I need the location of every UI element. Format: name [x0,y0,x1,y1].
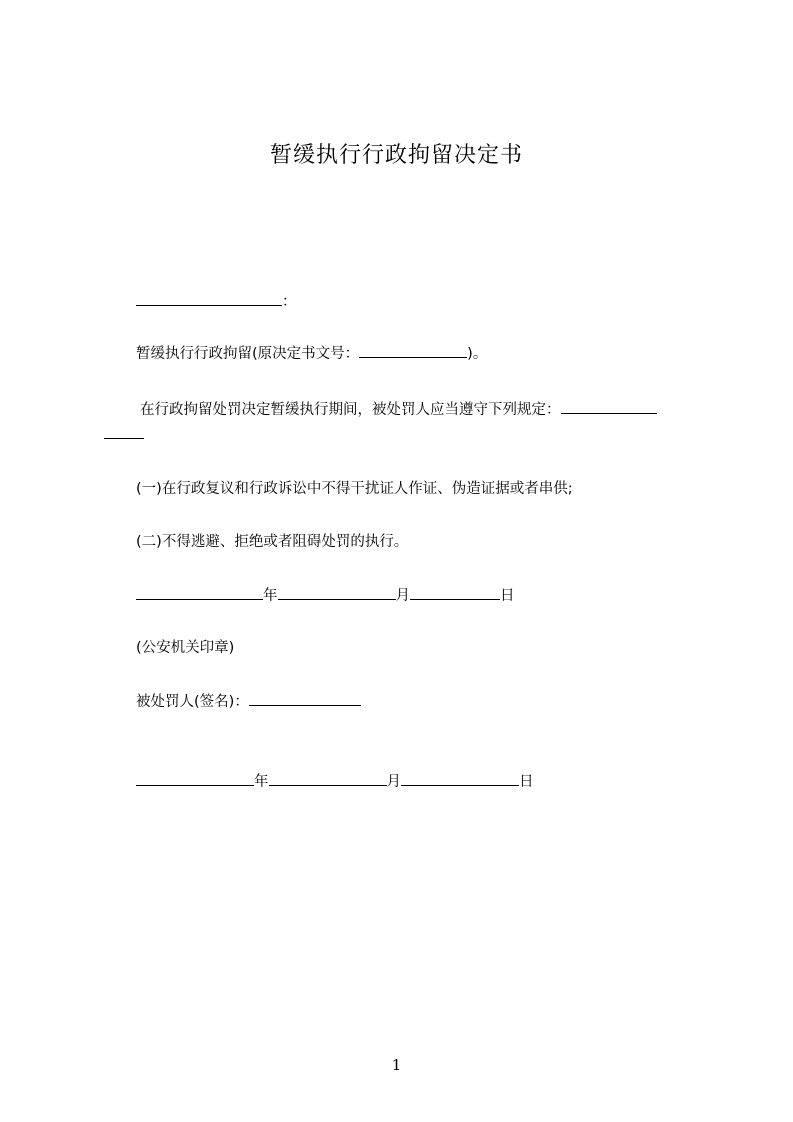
decision-month-blank[interactable] [278,584,396,600]
decision-day-label: 日 [500,588,515,604]
seal-note: (公安机关印章) [136,640,235,656]
page-number: 1 [391,1056,402,1074]
rules-intro-continuation [104,423,144,445]
rules-blank-1[interactable] [561,398,657,414]
decision-month-label: 月 [395,588,410,604]
recipient-line [136,290,297,312]
decision-number-blank[interactable] [359,342,467,358]
rule-2-line: (二)不得逃避、拒绝或者阻碍处罚的执行。 [136,534,409,550]
signature-year-label: 年 [254,774,269,790]
page-title: 暂缓执行行政拘留决定书 [269,143,523,168]
deferral-intro-prefix: 暂缓执行行政拘留(原决定书文号： [136,346,360,362]
deferral-intro-line [136,342,487,364]
decision-day-blank[interactable] [410,584,500,600]
decision-year-blank[interactable] [136,584,263,600]
signature-label: 被处罚人(签名)： [136,694,249,710]
signature-line [136,690,361,712]
signature-blank[interactable] [249,690,361,706]
recipient-colon: ： [282,294,297,310]
recipient-blank[interactable] [136,290,282,306]
rules-intro-text: 在行政拘留处罚决定暂缓执行期间，被处罚人应当遵守下列规定： [140,402,561,418]
rules-intro-line [140,398,657,420]
signature-day-blank[interactable] [401,770,519,786]
signature-month-label: 月 [386,774,401,790]
signature-month-blank[interactable] [269,770,387,786]
decision-date-line [136,584,515,606]
deferral-intro-suffix: )。 [467,346,488,362]
signature-year-blank[interactable] [136,770,254,786]
rules-blank-2[interactable] [104,423,144,439]
signature-date-line [136,770,534,792]
rule-1-line: (一)在行政复议和行政诉讼中不得干扰证人作证、伪造证据或者串供; [136,481,573,497]
signature-day-label: 日 [519,774,534,790]
decision-year-label: 年 [263,588,278,604]
